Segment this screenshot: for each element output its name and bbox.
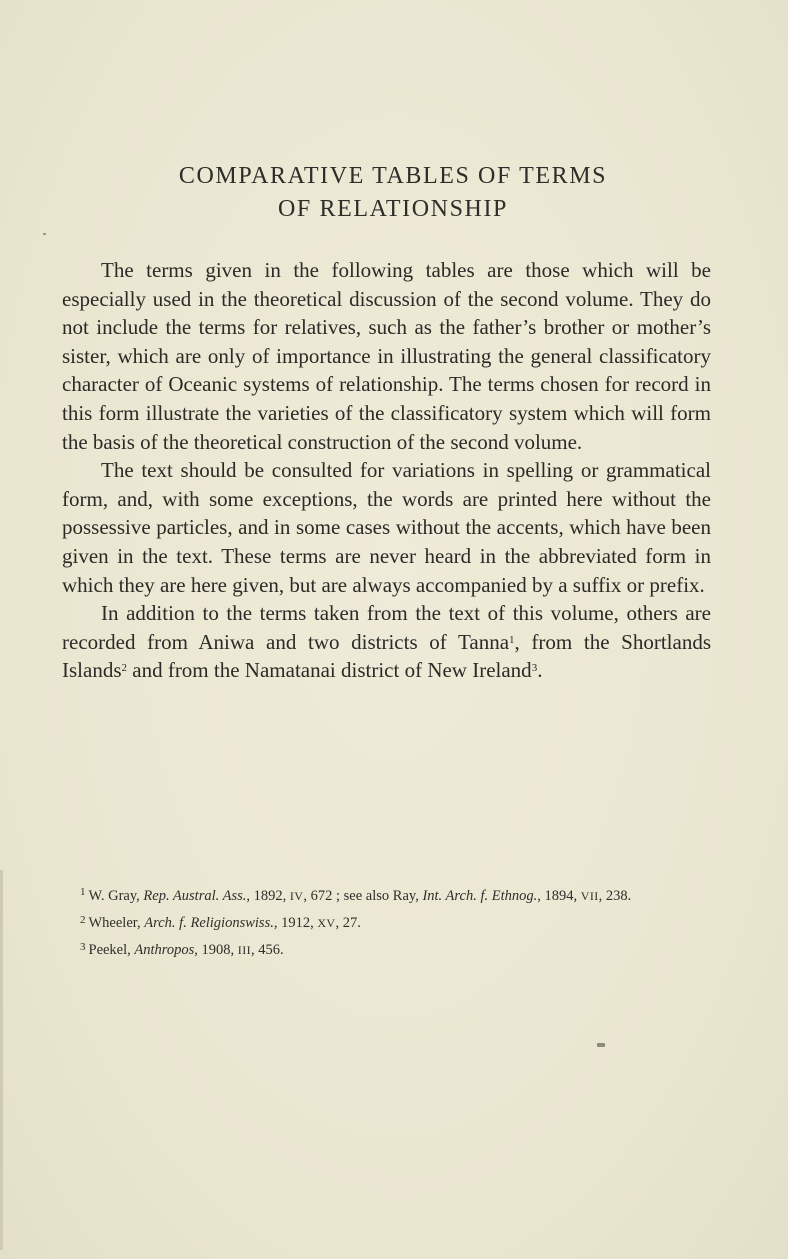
- footnote-number: 1: [80, 886, 86, 898]
- footnote-ref-1: 1: [509, 633, 515, 646]
- footnote-author: Wheeler,: [88, 915, 145, 931]
- heading-line-1: COMPARATIVE TABLES OF TERMS: [178, 163, 608, 189]
- footnote-ref: , 1892,: [246, 888, 290, 904]
- footnote-page: , 27.: [335, 915, 361, 931]
- footnotes: [62, 880, 711, 962]
- paragraph-3-text-d: .: [537, 658, 543, 683]
- heading-line-2: OF RELATIONSHIP: [277, 196, 508, 222]
- paragraph-3: [62, 599, 711, 685]
- paragraph-2: The text should be consulted for variations in spelling or grammatical form, and, with some exceptions, the words are printed here without the possessive particles, and in some cases without the accents, which have been given in the text. These terms are never heard in the abbreviated form in which they are here given, but are always accompanied by a suffix or prefix.: [62, 458, 711, 597]
- footnote-volume: IV: [289, 889, 304, 903]
- scan-speck: [43, 233, 46, 235]
- footnote-number: 3: [80, 941, 86, 953]
- footnote-ref-2: 2: [121, 662, 127, 675]
- footnote-ref-3: 3: [531, 662, 538, 675]
- footnote-author: W. Gray,: [88, 888, 144, 904]
- footnote-ref: , 1908,: [194, 942, 238, 958]
- paragraph-3-text-b: , from the Shortlands Islands: [62, 629, 711, 683]
- footnote-page-2: , 238.: [598, 888, 632, 904]
- footnote-page: , 672 ; see also Ray,: [303, 888, 423, 904]
- paragraph-1: The terms given in the following tables are those which will be especially used in the theoretical discussion of the second volume. They do not include the terms for relatives, such as the father’s brother or mother’s sister, which are only of importance in illustrating the general classificatory character of Oceanic systems of relationship. The terms chosen for record in this form illustrate the varieties of the classificatory system which will form the basis of the theoretical construction of the second volume.: [62, 258, 711, 454]
- footnote-author: Peekel,: [88, 942, 135, 958]
- footnote-1: [62, 880, 711, 908]
- body-text: [62, 256, 711, 685]
- footnote-source: Arch. f. Religionswiss.: [144, 915, 274, 931]
- footnote-ref-2: , 1894,: [537, 888, 581, 904]
- page-edge-shadow: [0, 870, 3, 1250]
- scan-speck: [597, 1043, 605, 1047]
- footnote-number: 2: [80, 914, 86, 926]
- footnote-volume-2: VII: [580, 889, 599, 903]
- paragraph-3-text-c: and from the Namatanai district of New Ireland: [127, 658, 532, 683]
- footnote-page: , 456.: [251, 942, 284, 958]
- footnote-2: [62, 908, 711, 935]
- paragraph-3-text-a: In addition to the terms taken from the text of this volume, others are recorded from Aniwa and two districts of Tanna: [62, 601, 711, 654]
- footnote-3: [62, 935, 711, 962]
- footnote-source: Anthropos: [134, 942, 195, 958]
- footnote-volume: III: [237, 943, 251, 957]
- footnote-source-2: Int. Arch. f. Ethnog.: [422, 888, 538, 904]
- footnote-volume: XV: [317, 916, 336, 930]
- footnote-source: Rep. Austral. Ass.: [143, 888, 247, 904]
- footnote-ref: , 1912,: [273, 915, 318, 931]
- chapter-heading: [96, 160, 690, 226]
